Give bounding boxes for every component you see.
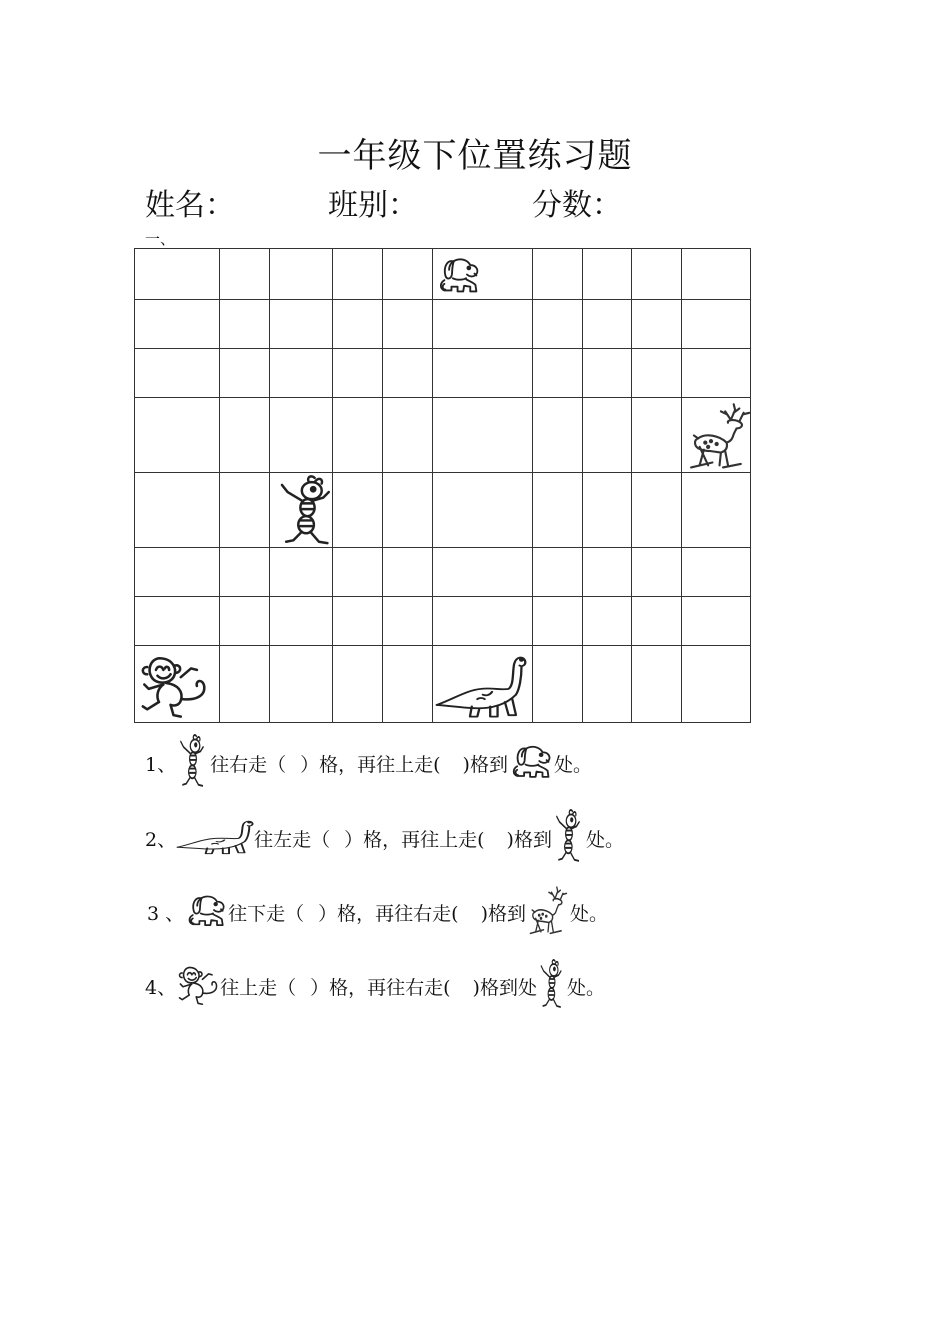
question-1: 1、 往右走（ ）格，再往上走( )格到 处。 <box>145 733 592 793</box>
grid-cell <box>533 300 583 349</box>
ant-icon <box>537 959 567 1014</box>
dog-icon <box>184 889 228 936</box>
grid-cell <box>135 349 220 398</box>
grid-cell <box>433 473 533 548</box>
grid-cell <box>632 300 682 349</box>
grid-cell <box>433 349 533 398</box>
grid-cell <box>583 646 632 723</box>
grid-cell <box>270 473 333 548</box>
ant-icon <box>176 734 210 793</box>
grid-cell <box>682 548 751 597</box>
grid-cell <box>682 646 751 723</box>
grid-cell <box>270 300 333 349</box>
grid-cell <box>682 597 751 646</box>
grid-cell <box>433 548 533 597</box>
grid-cell <box>135 249 220 300</box>
question-3: 3 、 往下走（ ）格，再往右走( )格到 处。 <box>147 882 608 942</box>
grid-cell <box>632 548 682 597</box>
grid-cell <box>383 349 433 398</box>
grid-cell <box>632 398 682 473</box>
grid-cell <box>682 249 751 300</box>
grid-cell <box>333 548 383 597</box>
grid-cell <box>632 249 682 300</box>
grid-cell <box>220 349 270 398</box>
grid-row <box>135 349 751 398</box>
grid-cell <box>333 597 383 646</box>
grid-cell <box>583 349 632 398</box>
grid-cell <box>220 646 270 723</box>
worksheet-title: 一年级下位置练习题 <box>317 136 633 176</box>
dog-icon <box>508 739 554 788</box>
grid-cell <box>383 398 433 473</box>
grid-row <box>135 548 751 597</box>
grid-cell <box>682 473 751 548</box>
grid-cell <box>333 249 383 300</box>
grid-cell <box>533 597 583 646</box>
grid-cell <box>632 646 682 723</box>
grid-cell <box>333 646 383 723</box>
grid-cell <box>220 300 270 349</box>
deer-icon <box>526 884 570 941</box>
grid-cell <box>533 349 583 398</box>
grid-cell <box>533 473 583 548</box>
grid-cell <box>433 249 533 300</box>
grid-cell <box>682 349 751 398</box>
grid-cell <box>270 548 333 597</box>
section-label: 一、 <box>145 230 176 248</box>
grid-cell <box>583 548 632 597</box>
grid-cell <box>135 597 220 646</box>
question-number: 2、 <box>145 828 177 851</box>
grid-cell <box>135 646 220 723</box>
grid-cell <box>533 398 583 473</box>
grid-cell <box>583 597 632 646</box>
grid-cell <box>270 249 333 300</box>
grid-cell <box>383 646 433 723</box>
grid-cell <box>135 300 220 349</box>
position-grid <box>134 248 751 723</box>
grid-cell <box>220 249 270 300</box>
grid-row <box>135 300 751 349</box>
monkey-icon <box>137 648 210 725</box>
question-number: 4、 <box>145 976 177 999</box>
grid-cell <box>682 398 751 473</box>
grid-cell <box>533 249 583 300</box>
grid-cell <box>682 300 751 349</box>
grid-cell <box>383 597 433 646</box>
question-4: 4、 往上走（ ）格，再往右走( )格到处 处。 <box>145 956 605 1016</box>
grid-cell <box>583 249 632 300</box>
question-number: 1、 <box>145 753 177 776</box>
grid-cell <box>220 473 270 548</box>
grid-cell <box>383 300 433 349</box>
grid-cell <box>270 398 333 473</box>
grid-cell <box>135 398 220 473</box>
grid-cell <box>270 646 333 723</box>
grid-cell <box>632 597 682 646</box>
grid-cell <box>433 597 533 646</box>
grid-cell <box>135 548 220 597</box>
name-label: 姓名： <box>145 188 235 223</box>
grid-cell <box>583 300 632 349</box>
grid-cell <box>270 597 333 646</box>
grid-cell <box>333 349 383 398</box>
grid-cell <box>333 398 383 473</box>
question-2: 2、 往左走（ ）格，再往上走( )格到 处。 <box>145 808 624 868</box>
dinosaur-icon <box>176 816 254 861</box>
grid-cell <box>333 300 383 349</box>
grid-cell <box>433 398 533 473</box>
grid-cell <box>333 473 383 548</box>
grid-cell <box>383 548 433 597</box>
grid-cell <box>533 548 583 597</box>
grid-cell <box>433 646 533 723</box>
grid-row <box>135 473 751 548</box>
grid-row <box>135 398 751 473</box>
grid-row <box>135 646 751 723</box>
grid-row <box>135 597 751 646</box>
grid-cell <box>220 548 270 597</box>
class-label: 班别： <box>328 188 418 223</box>
grid-cell <box>433 300 533 349</box>
grid-cell <box>632 473 682 548</box>
grid-cell <box>270 349 333 398</box>
dog-icon <box>435 251 482 302</box>
grid-cell <box>135 473 220 548</box>
grid-cell <box>583 473 632 548</box>
dinosaur-icon <box>435 648 527 725</box>
grid-cell <box>220 398 270 473</box>
grid-cell <box>533 646 583 723</box>
ant-icon <box>552 809 586 868</box>
monkey-icon <box>176 961 220 1012</box>
question-number: 3 、 <box>147 902 185 925</box>
grid-cell <box>220 597 270 646</box>
grid-row <box>135 249 751 300</box>
grid-cell <box>583 398 632 473</box>
grid-cell <box>383 249 433 300</box>
grid-cell <box>383 473 433 548</box>
grid-cell <box>632 349 682 398</box>
score-label: 分数： <box>532 188 622 223</box>
deer-icon <box>684 400 755 475</box>
